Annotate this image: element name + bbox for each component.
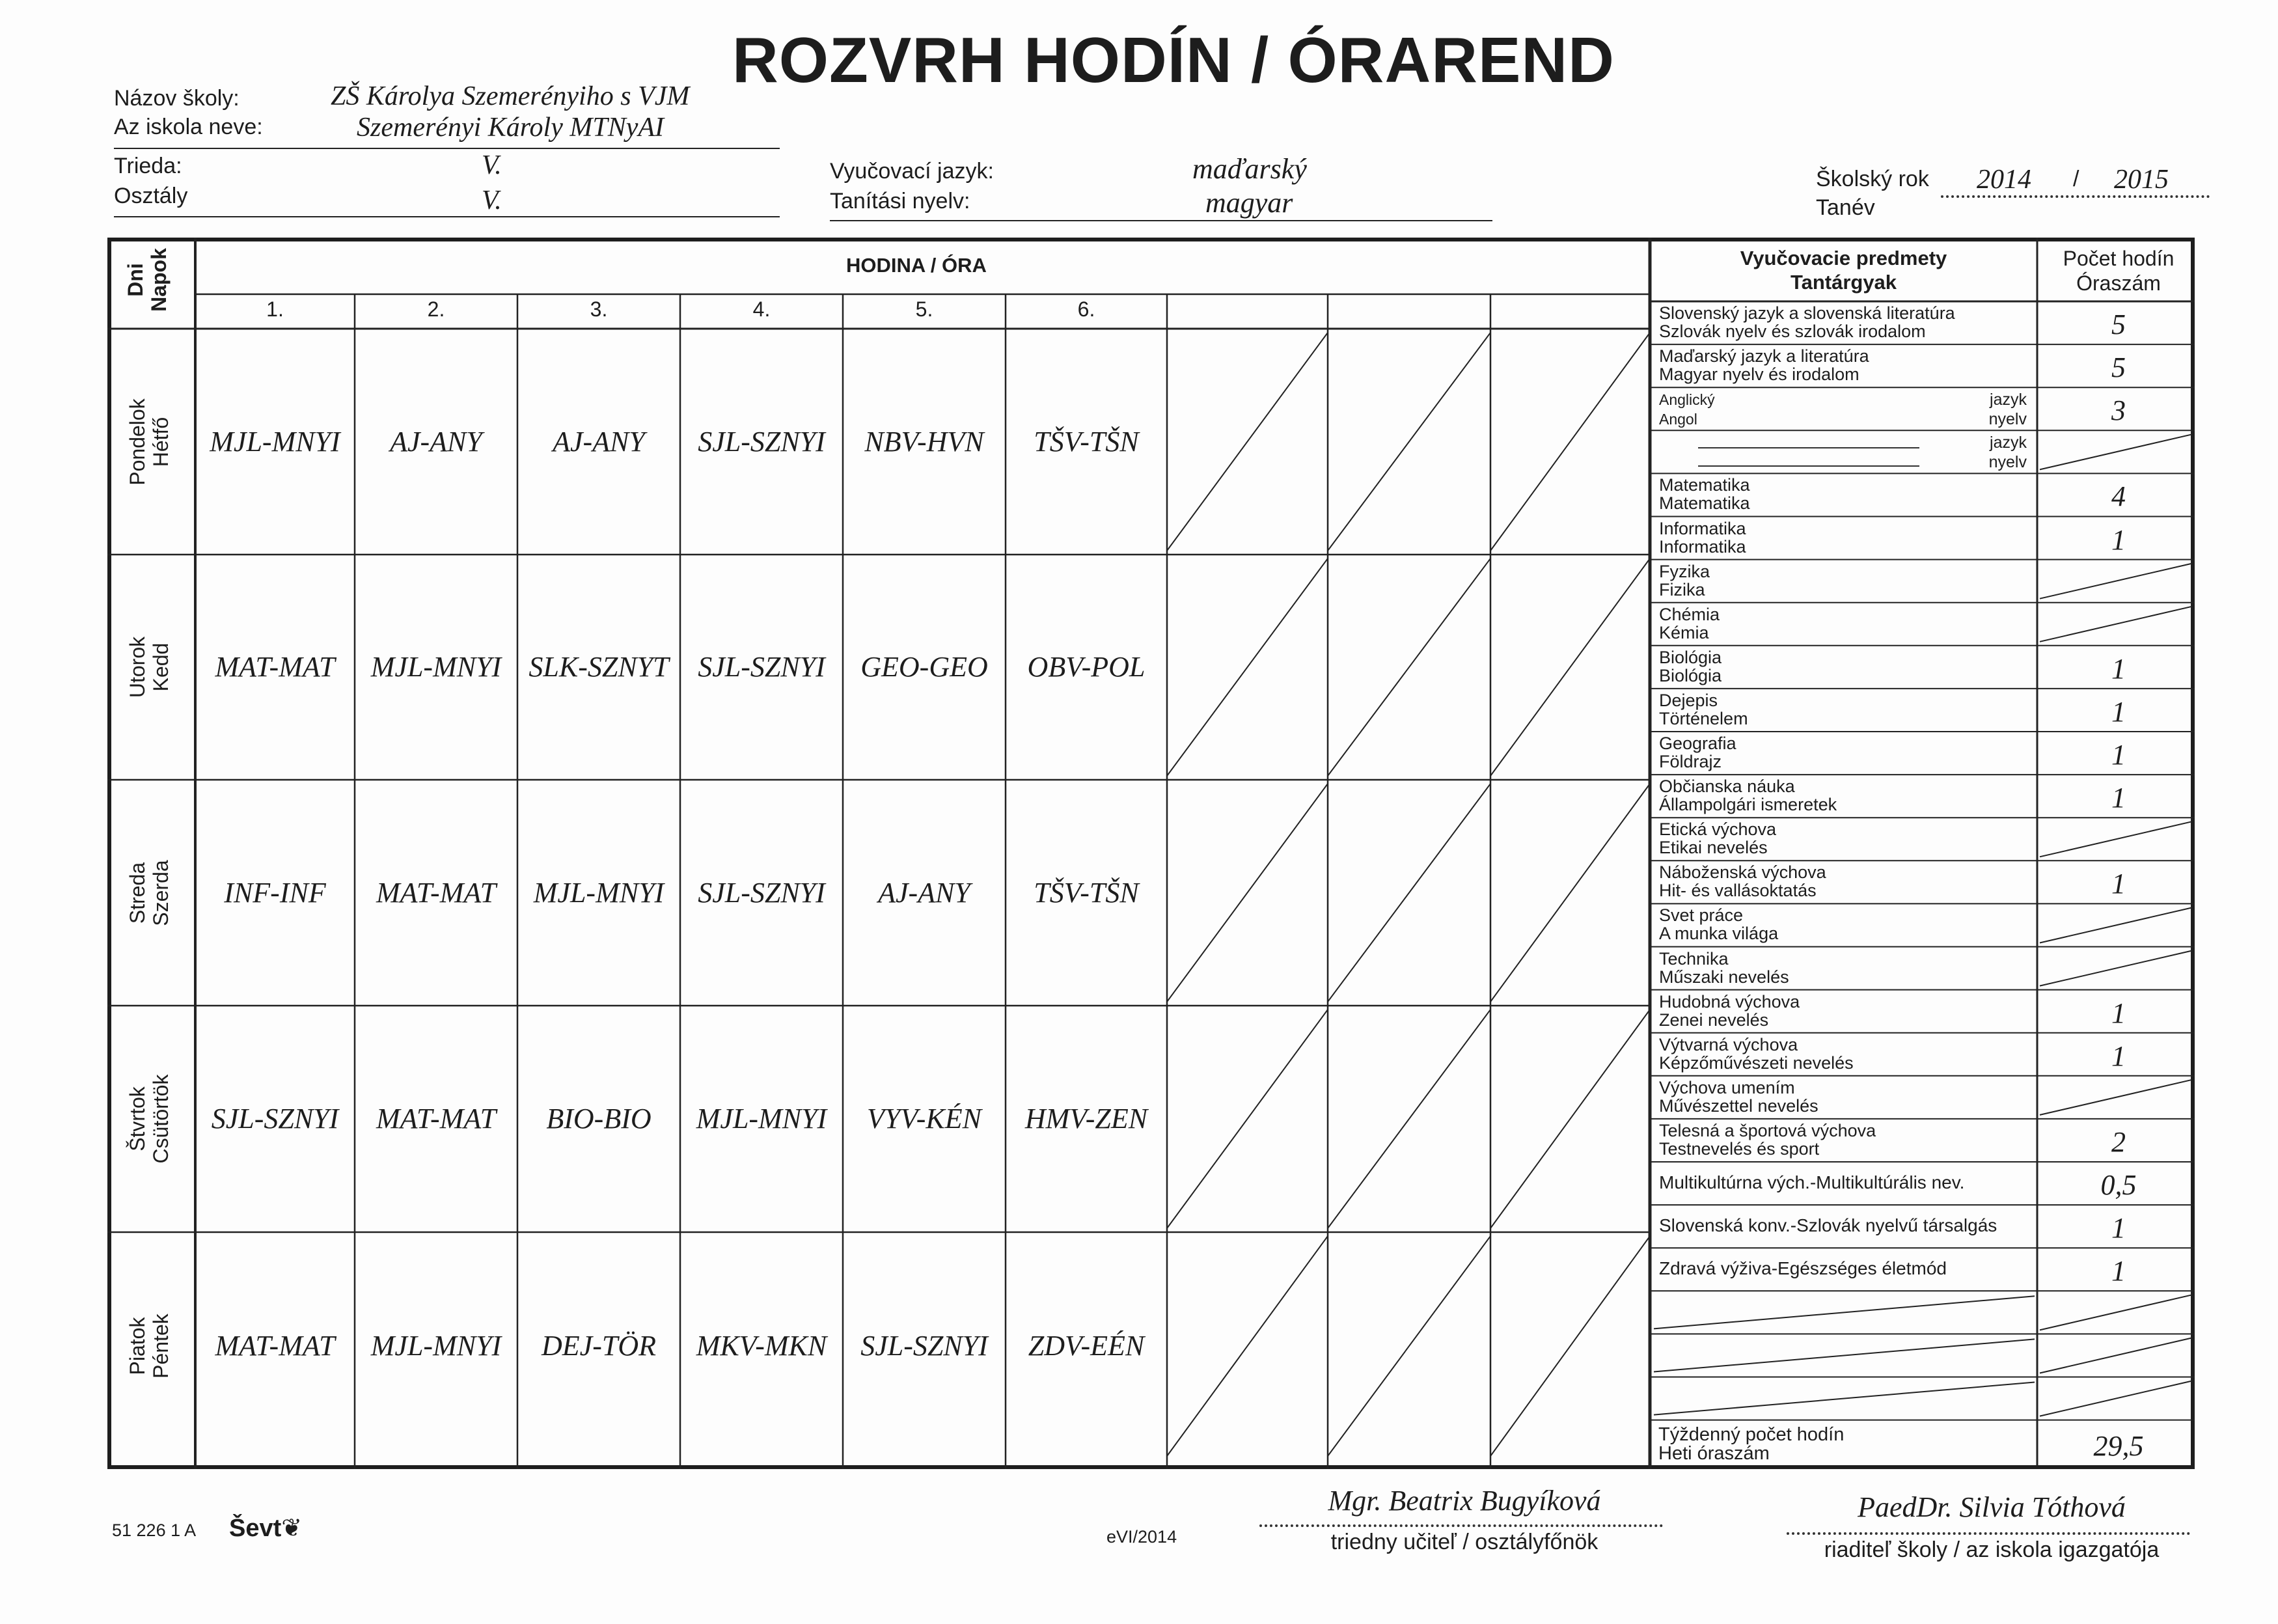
lesson-cell: GEO-GEO [860, 651, 988, 683]
lesson-cell: SJL-SZNYI [698, 651, 825, 683]
unused-cell-diagonal [1328, 1236, 1490, 1456]
day-label [126, 357, 178, 527]
subject-hours: 5 [2111, 351, 2126, 384]
publisher-name: Ševt [229, 1515, 282, 1542]
subject-name-sk: Matematika [1659, 475, 1750, 495]
subject-row [1659, 906, 2031, 945]
subject-row [1659, 648, 2031, 687]
subject-name-hu: Fizika [1659, 579, 1705, 599]
lesson-cell: SJL-SZNYI [698, 425, 825, 458]
subject-hours: 1 [2111, 695, 2126, 728]
empty-count-diagonal [2040, 564, 2192, 599]
period-number: 5. [915, 297, 933, 321]
edition-code: eVI/2014 [1106, 1527, 1177, 1547]
subject-row [1659, 605, 2031, 644]
unused-cell-diagonal [1167, 1236, 1328, 1456]
subject-hours: 1 [2111, 868, 2126, 900]
unused-cell-diagonal [1167, 333, 1328, 551]
subject-name-hu: Művészettel nevelés [1659, 1095, 1818, 1116]
lesson-cell: MAT-MAT [215, 651, 335, 683]
subject-name-sk: Telesná a športová výchova [1659, 1120, 1876, 1140]
subject-row [1659, 777, 2031, 816]
lesson-cell: MJL-MNYI [696, 1103, 827, 1135]
subject-name-sk: Maďarský jazyk a literatúra [1659, 346, 1869, 366]
subject-name-sk: Výchova umením [1659, 1077, 1795, 1097]
unused-cell-diagonal [1167, 784, 1328, 1002]
subject-name-hu: Hit- és vallásoktatás [1659, 881, 1817, 901]
day-label-hu: Péntek [148, 1314, 172, 1379]
subject-hours: 1 [2111, 1255, 2126, 1287]
subject-row [1659, 1380, 2031, 1419]
day-label [126, 1261, 178, 1431]
day-label-hu: Szerda [148, 859, 172, 926]
day-label [126, 583, 178, 752]
subject-name-sk: Hudobná výchova [1659, 991, 1800, 1012]
subject-row [1659, 1207, 2031, 1246]
subject-name-hu: Magyar nyelv és irodalom [1659, 365, 1859, 385]
lesson-cell: MAT-MAT [376, 1103, 497, 1135]
subject-hours: 1 [2111, 523, 2126, 556]
subject-name-sk: Technika [1659, 948, 1729, 969]
subject-row [1659, 1122, 2031, 1161]
lesson-cell: NBV-HVN [864, 425, 984, 458]
subject-name-sk: Geografia [1659, 734, 1736, 753]
subject-suffix-hu: nyelv [1988, 453, 2027, 472]
class-value-sk: V. [482, 150, 502, 180]
subject-suffix-hu: nyelv [1988, 410, 2027, 429]
teacher-role: triedny učiteľ / osztályfőnök [1330, 1530, 1599, 1554]
subject-name-hu: Testnevelés és sport [1659, 1138, 1820, 1159]
period-number: 6. [1077, 297, 1095, 321]
days-header [124, 215, 176, 345]
lesson-cell: TŠV-TŠN [1034, 425, 1139, 458]
subject-row [1659, 1293, 2031, 1332]
total-hours: 29,5 [2093, 1430, 2144, 1462]
subject-suffix-sk: jazyk [1990, 434, 2027, 452]
day-label-hu: Kedd [148, 642, 172, 692]
subject-name-hu: Informatika [1659, 536, 1746, 557]
lesson-cell: OBV-POL [1027, 651, 1146, 683]
subject-row [1659, 1164, 2031, 1204]
period-number: 3. [590, 297, 608, 321]
subject-name-hu: Képzőművészeti nevelés [1659, 1053, 1854, 1073]
teacher-signature: Mgr. Beatrix Bugyíková [1328, 1485, 1601, 1517]
lesson-cell: AJ-ANY [390, 425, 482, 458]
subject-name-hu: Matematika [1659, 493, 1750, 514]
school-year-separator: / [2073, 167, 2079, 191]
empty-count-diagonal [2040, 1338, 2192, 1373]
class-underline [114, 216, 780, 217]
total-label-sk: Týždenný počet hodín [1658, 1424, 1845, 1445]
lesson-cell: MJL-MNYI [370, 1330, 502, 1362]
subject-name-hu: Angol [1659, 411, 1697, 428]
subject-hours: 1 [2111, 997, 2126, 1029]
subject-row [1659, 304, 2031, 343]
publisher-logo [229, 1513, 302, 1543]
subject-row [1659, 691, 2031, 730]
day-label [126, 1034, 178, 1204]
lesson-cell: ZDV-EÉN [1028, 1330, 1145, 1362]
subject-suffix-sk: jazyk [1990, 391, 2027, 409]
subject-name-sk: Dejepis [1659, 690, 1718, 710]
school-name-hu: Szemerényi Károly MTNyAI [357, 113, 665, 143]
period-number: 4. [752, 297, 771, 321]
lesson-cell: MKV-MKN [696, 1330, 827, 1362]
subject-name-hu: Műszaki nevelés [1659, 967, 1789, 987]
subject-name: Slovenská konv.-Szlovák nyelvű társalgás [1659, 1215, 1997, 1236]
unused-cell-diagonal [1490, 784, 1650, 1002]
language-value-sk: maďarský [1192, 153, 1307, 185]
lesson-cell: DEJ-TÖR [542, 1330, 656, 1362]
lesson-cell: MAT-MAT [215, 1330, 335, 1362]
lesson-cell: SLK-SZNYT [528, 651, 669, 683]
subject-name-sk: Biológia [1659, 647, 1722, 667]
director-signature: PaedDr. Silvia Tóthová [1858, 1491, 2126, 1523]
subject-row [1659, 863, 2031, 902]
unused-cell-diagonal [1490, 333, 1650, 551]
hours-header: HODINA / ÓRA [846, 254, 987, 277]
school-name-sk: ZŠ Károlya Szemerényiho s VJM [331, 81, 690, 111]
count-header-sk: Počet hodín [2063, 247, 2175, 270]
unused-cell-diagonal [1167, 558, 1328, 776]
school-year-from: 2014 [1977, 165, 2031, 195]
subject-name-sk: Náboženská výchova [1659, 862, 1826, 883]
subjects-header [1650, 246, 2037, 294]
lesson-cell: MAT-MAT [376, 876, 497, 909]
subject-hours: 4 [2111, 480, 2126, 513]
blank-language-line [1698, 447, 1919, 448]
lesson-cell: INF-INF [224, 876, 326, 909]
subject-row [1659, 1336, 2031, 1375]
school-label-hu: Az iskola neve: [114, 115, 263, 139]
language-value-hu: magyar [1205, 187, 1293, 219]
subject-hours: 2 [2111, 1125, 2126, 1158]
days-header-hu: Napok [147, 248, 171, 312]
empty-count-diagonal [2040, 1295, 2192, 1330]
school-label-sk: Názov školy: [114, 86, 240, 111]
empty-count-diagonal [2040, 1080, 2192, 1115]
unused-cell-diagonal [1328, 333, 1490, 551]
subject-name-sk: Fyzika [1659, 561, 1710, 581]
unused-cell-diagonal [1167, 1010, 1328, 1228]
blank-language-line [1698, 465, 1919, 467]
unused-cell-diagonal [1328, 784, 1490, 1002]
subject-name-sk: Občianska náuka [1659, 777, 1795, 797]
empty-count-diagonal [2040, 821, 2192, 857]
subject-name-hu: Zenei nevelés [1659, 1010, 1769, 1030]
subject-name-hu: Történelem [1659, 708, 1748, 728]
lesson-cell: AJ-ANY [553, 425, 645, 458]
day-label [126, 808, 178, 978]
lesson-cell: SJL-SZNYI [860, 1330, 988, 1362]
school-year-to: 2015 [2114, 165, 2169, 195]
subject-name-hu: Állampolgári ismeretek [1659, 795, 1837, 815]
subject-name-hu: Földrajz [1659, 752, 1722, 771]
director-role: riaditeľ školy / az iskola igazgatója [1824, 1537, 2160, 1562]
day-label-sk: Pondelok [125, 398, 149, 486]
empty-count-diagonal [2040, 1381, 2192, 1416]
subject-hours: 0,5 [2100, 1169, 2137, 1201]
empty-count-diagonal [2040, 951, 2192, 986]
subject-name-hu: A munka világa [1659, 924, 1779, 944]
school-year-label-hu: Tanév [1816, 195, 1875, 220]
lesson-cell: AJ-ANY [878, 876, 970, 909]
form-code: 51 226 1 A [112, 1521, 197, 1540]
lesson-cell: BIO-BIO [546, 1103, 652, 1135]
subject-row [1659, 1079, 2031, 1118]
day-label-sk: Streda [125, 862, 149, 924]
subject-name-sk: Etická výchova [1659, 819, 1777, 840]
school-year-label-sk: Školský rok [1816, 167, 1929, 191]
subject-hours: 1 [2111, 782, 2126, 814]
subject-row [1659, 390, 2031, 429]
lesson-cell: TŠV-TŠN [1034, 876, 1139, 909]
class-label-hu: Osztály [114, 184, 188, 208]
day-label-sk: Utorok [125, 636, 149, 698]
lesson-cell: SJL-SZNYI [698, 876, 825, 909]
subject-hours: 1 [2111, 652, 2126, 685]
subject-row [1659, 433, 2031, 472]
days-header-sk: Dni [124, 263, 147, 297]
school-underline [114, 148, 780, 149]
subject-hours: 3 [2111, 394, 2126, 427]
class-label-sk: Trieda: [114, 154, 182, 178]
subject-name: Multikultúrna vých.-Multikultúrális nev. [1659, 1172, 1965, 1192]
language-underline [830, 220, 1492, 221]
lesson-cell: VYV-KÉN [866, 1103, 982, 1135]
subject-name: Zdravá výživa-Egészséges életmód [1659, 1258, 1947, 1279]
count-header [2037, 246, 2200, 296]
page-title: ROZVRH HODÍN / ÓRAREND [732, 24, 1615, 96]
class-value-hu: V. [482, 186, 502, 215]
lesson-cell: HMV-ZEN [1024, 1103, 1148, 1135]
subjects-header-hu: Tantárgyak [1790, 271, 1897, 294]
subject-row [1659, 950, 2031, 989]
subject-hours: 5 [2111, 309, 2126, 340]
day-label-sk: Piatok [125, 1317, 149, 1375]
subject-row [1659, 734, 2031, 773]
subject-name-sk: Svet práce [1659, 905, 1744, 926]
subject-name-sk: Výtvarná výchova [1659, 1034, 1798, 1054]
subject-row [1659, 1250, 2031, 1289]
unused-cell-diagonal [1328, 558, 1490, 776]
subject-name-sk: Chémia [1659, 604, 1720, 624]
subject-row [1659, 1036, 2031, 1075]
empty-count-diagonal [2040, 434, 2192, 469]
subject-name-sk: Anglický [1659, 391, 1715, 409]
publisher-leaf-icon: ❦ [281, 1515, 303, 1542]
empty-count-diagonal [2040, 907, 2192, 943]
subject-name-hu: Szlovák nyelv és szlovák irodalom [1659, 322, 1926, 341]
period-number: 2. [427, 297, 445, 321]
day-label-hu: Csütörtök [148, 1074, 172, 1164]
language-label-hu: Tanítási nyelv: [830, 189, 970, 213]
subject-row [1659, 476, 2031, 515]
subject-hours: 1 [2111, 1039, 2126, 1072]
period-number: 1. [266, 297, 284, 321]
school-year-dotted-line [1941, 195, 2210, 198]
lesson-cell: MJL-MNYI [210, 425, 340, 458]
subject-row [1659, 519, 2031, 558]
lesson-cell: MJL-MNYI [533, 876, 665, 909]
count-header-hu: Óraszám [2076, 271, 2161, 295]
subject-name-sk: Informatika [1659, 518, 1746, 538]
unused-cell-diagonal [1490, 1236, 1650, 1456]
subject-name-hu: Biológia [1659, 665, 1722, 685]
empty-count-diagonal [2040, 607, 2192, 642]
subject-name-hu: Etikai nevelés [1659, 838, 1768, 858]
teacher-dotted-line [1259, 1524, 1663, 1527]
day-label-sk: Štvrtok [125, 1086, 149, 1151]
lesson-cell: SJL-SZNYI [211, 1103, 339, 1135]
subject-row [1659, 562, 2031, 601]
language-label-sk: Vyučovací jazyk: [830, 159, 994, 184]
unused-cell-diagonal [1328, 1010, 1490, 1228]
lesson-cell: MJL-MNYI [370, 651, 502, 683]
subject-row [1659, 347, 2031, 386]
total-label-hu: Heti óraszám [1658, 1443, 1770, 1464]
subject-hours: 1 [2111, 739, 2126, 771]
subject-name-sk: Slovenský jazyk a slovenská literatúra [1659, 303, 1955, 323]
subject-row [1659, 993, 2031, 1032]
total-label [1658, 1425, 1844, 1463]
director-dotted-line [1787, 1532, 2190, 1535]
subject-name-hu: Kémia [1659, 622, 1709, 642]
unused-cell-diagonal [1490, 1010, 1650, 1228]
day-label-hu: Hétfő [148, 417, 172, 467]
unused-cell-diagonal [1490, 558, 1650, 776]
subjects-header-sk: Vyučovacie predmety [1740, 247, 1947, 269]
subject-row [1659, 820, 2031, 859]
subject-hours: 1 [2111, 1212, 2126, 1245]
